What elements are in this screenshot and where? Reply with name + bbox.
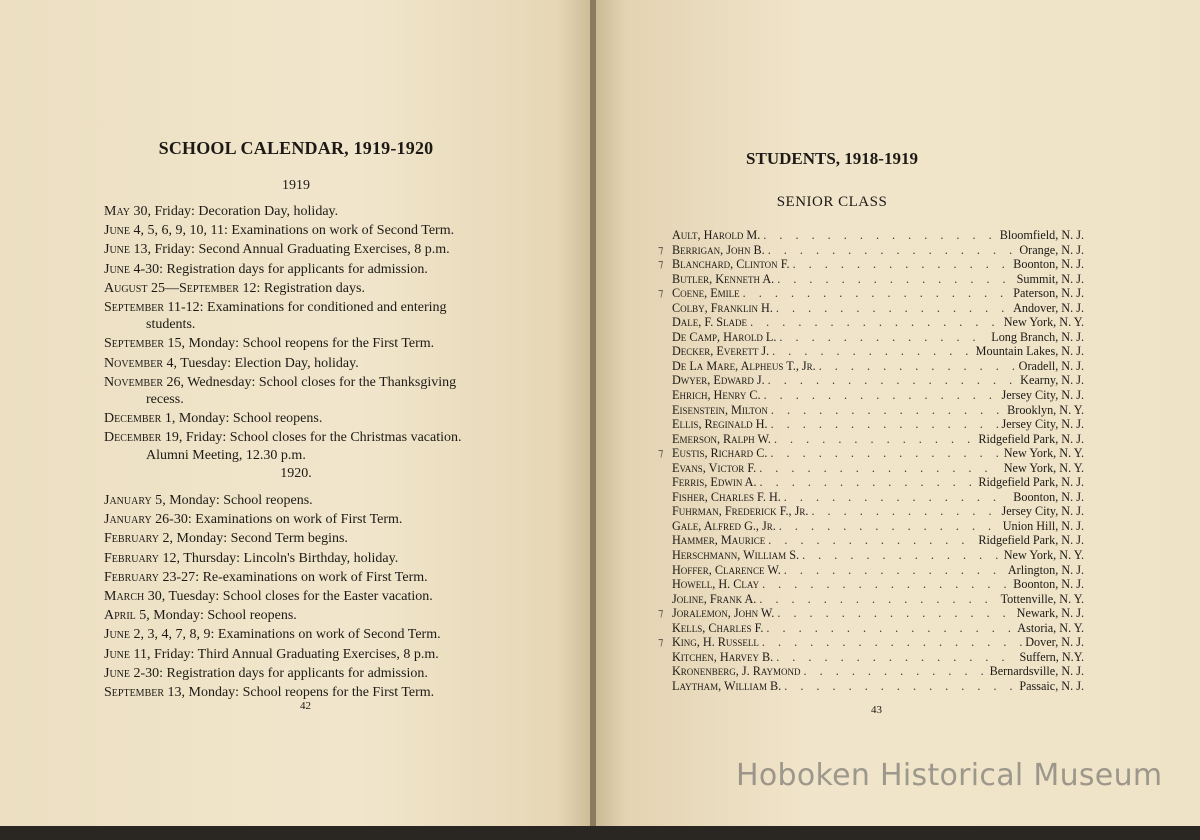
leader-dots bbox=[770, 446, 1000, 461]
calendar-entry bbox=[104, 511, 516, 528]
calendar-list-1919 bbox=[104, 203, 516, 466]
student-location: Union Hill, N. J. bbox=[1002, 518, 1084, 533]
student-row bbox=[672, 373, 1084, 388]
calendar-entry bbox=[104, 530, 516, 547]
student-name: Kitchen, Harvey B. bbox=[672, 649, 774, 664]
student-location: Summit, N. J. bbox=[1016, 271, 1084, 286]
calendar-text: , Thursday: Lincoln's Birthday, holiday. bbox=[176, 550, 399, 566]
pencil-check-mark: ⁊ bbox=[658, 607, 664, 620]
leader-dots bbox=[768, 243, 1017, 258]
leader-dots bbox=[762, 635, 1022, 650]
student-row bbox=[672, 417, 1084, 432]
calendar-entry bbox=[104, 280, 516, 297]
calendar-text: , Friday: Second Annual Graduating Exercises, 8 p.m. bbox=[147, 242, 450, 258]
leader-dots bbox=[764, 388, 999, 403]
student-location: New York, N. Y. bbox=[1003, 548, 1084, 563]
student-location: Boonton, N. J. bbox=[1013, 257, 1084, 272]
student-row bbox=[658, 635, 1084, 650]
leader-dots bbox=[768, 533, 975, 548]
student-name: Coene, Emile bbox=[672, 286, 740, 301]
calendar-text-continuation: students. bbox=[146, 317, 196, 333]
student-location: Andover, N. J. bbox=[1013, 300, 1084, 315]
bottom-edge bbox=[0, 826, 1200, 840]
calendar-date: May 30 bbox=[104, 204, 148, 219]
calendar-text: : Examinations on work of First Term. bbox=[187, 512, 403, 528]
calendar-entry bbox=[104, 355, 516, 372]
leader-dots bbox=[766, 621, 1014, 636]
student-location: Paterson, N. J. bbox=[1013, 286, 1084, 301]
student-location: Kearny, N. J. bbox=[1020, 373, 1084, 388]
student-location: Mountain Lakes, N. J. bbox=[975, 344, 1084, 359]
student-location: Arlington, N. J. bbox=[1007, 562, 1084, 577]
student-row bbox=[672, 359, 1084, 374]
student-row bbox=[672, 330, 1084, 345]
book-gutter bbox=[590, 0, 596, 826]
calendar-entry bbox=[104, 299, 516, 333]
student-location: Brooklyn, N. Y. bbox=[1007, 402, 1084, 417]
student-name: Decker, Everett J. bbox=[672, 344, 770, 359]
leader-dots bbox=[777, 272, 1013, 287]
calendar-entry bbox=[104, 335, 516, 352]
calendar-entry bbox=[104, 550, 516, 567]
calendar-entry bbox=[104, 241, 516, 258]
calendar-entry bbox=[104, 222, 516, 239]
calendar-date: January 5 bbox=[104, 493, 163, 508]
leader-dots bbox=[784, 679, 1016, 694]
calendar-text: : Registration days. bbox=[256, 280, 365, 296]
leader-dots bbox=[779, 519, 1000, 534]
leader-dots bbox=[763, 228, 996, 243]
leader-dots bbox=[776, 650, 1016, 665]
student-row bbox=[672, 344, 1084, 359]
calendar-text-continuation: Alumni Meeting, 12.30 p.m. bbox=[146, 447, 306, 463]
student-name: Blanchard, Clinton F. bbox=[672, 257, 790, 272]
student-location: Jersey City, N. J. bbox=[1001, 417, 1084, 432]
calendar-text: : Examinations on work of Second Term. bbox=[223, 223, 455, 239]
calendar-date: June 11 bbox=[104, 646, 147, 662]
student-location: Oradell, N. J. bbox=[1018, 358, 1084, 373]
student-location: Newark, N. J. bbox=[1016, 606, 1084, 621]
calendar-date: June 4-30 bbox=[104, 261, 160, 277]
student-location: New York, N. Y. bbox=[1003, 315, 1084, 330]
student-row bbox=[672, 519, 1084, 534]
calendar-title: SCHOOL CALENDAR, 1919-1920 bbox=[158, 138, 434, 158]
leader-dots bbox=[779, 330, 988, 345]
student-name: De Camp, Harold L. bbox=[672, 329, 777, 344]
calendar-date: September 15 bbox=[104, 336, 182, 352]
student-location: Orange, N. J. bbox=[1019, 242, 1084, 257]
student-name: Herschmann, William S. bbox=[672, 548, 800, 563]
student-name: Berrigan, John B. bbox=[672, 242, 765, 257]
student-location: Passaic, N. J. bbox=[1019, 678, 1084, 693]
calendar-text: , Wednesday: School closes for the Thanksgiving bbox=[180, 374, 457, 390]
student-row bbox=[658, 606, 1084, 621]
calendar-entry bbox=[104, 626, 516, 643]
pencil-check-mark: ⁊ bbox=[658, 636, 664, 649]
student-row bbox=[672, 563, 1084, 578]
student-location: Bloomfield, N. J. bbox=[999, 228, 1084, 242]
student-location: New York, N. Y. bbox=[1003, 446, 1084, 461]
calendar-date: September 13 bbox=[104, 685, 182, 701]
pencil-check-mark: ⁊ bbox=[658, 287, 664, 300]
calendar-date: December 1 bbox=[104, 411, 172, 427]
leader-dots bbox=[772, 344, 973, 359]
student-location: Long Branch, N. J. bbox=[991, 329, 1084, 344]
student-row bbox=[672, 621, 1084, 636]
student-location: Ridgefield Park, N. J. bbox=[978, 533, 1084, 548]
student-location: Tottenville, N. Y. bbox=[1000, 591, 1084, 606]
student-name: Hoffer, Clarence W. bbox=[672, 562, 781, 577]
student-row bbox=[672, 679, 1084, 694]
calendar-text: : Re-examinations on work of First Term. bbox=[195, 569, 428, 585]
student-row bbox=[672, 533, 1084, 548]
student-name: Eisenstein, Milton bbox=[672, 402, 768, 417]
calendar-text: , Friday: Third Annual Graduating Exercises, 8 p.m. bbox=[146, 646, 439, 662]
leader-dots bbox=[774, 432, 975, 447]
student-name: Kronenberg, J. Raymond bbox=[672, 664, 801, 679]
student-name: Eustis, Richard C. bbox=[672, 446, 768, 461]
calendar-text: : Registration days for applicants for admission. bbox=[159, 261, 428, 277]
calendar-entry bbox=[104, 569, 516, 586]
leader-dots bbox=[750, 315, 1001, 330]
student-location: Bernardsville, N. J. bbox=[989, 664, 1084, 679]
calendar-date: June 13 bbox=[104, 242, 148, 258]
museum-watermark: Hoboken Historical Museum bbox=[736, 758, 1163, 793]
calendar-text: , Monday: School reopens. bbox=[162, 493, 313, 508]
student-name: Joralemon, John W. bbox=[672, 606, 775, 621]
calendar-text: , Tuesday: School closes for the Easter vacation. bbox=[161, 589, 433, 605]
calendar-entry bbox=[104, 588, 516, 605]
student-name: Dwyer, Edward J. bbox=[672, 373, 765, 388]
leader-dots bbox=[759, 592, 997, 607]
student-name: Fisher, Charles F. H. bbox=[672, 489, 781, 504]
student-name: Emerson, Ralph W. bbox=[672, 431, 771, 446]
student-row bbox=[658, 257, 1084, 272]
student-row bbox=[658, 286, 1084, 301]
calendar-text: , Monday: School reopens. bbox=[171, 411, 323, 427]
calendar-text: , Monday: Second Term begins. bbox=[169, 531, 348, 547]
leader-dots bbox=[819, 359, 1016, 374]
calendar-entry bbox=[104, 684, 516, 701]
calendar-text: , Monday: School reopens. bbox=[146, 608, 297, 624]
student-name: Joline, Frank A. bbox=[672, 591, 757, 606]
student-row bbox=[672, 650, 1084, 665]
calendar-entry bbox=[104, 261, 516, 278]
calendar-date: January 26-30 bbox=[104, 512, 188, 528]
calendar-entry bbox=[104, 646, 516, 663]
calendar-text-continuation: recess. bbox=[146, 392, 184, 408]
calendar-text: , Monday: School reopens for the First Term. bbox=[181, 685, 435, 701]
leader-dots bbox=[771, 403, 1004, 418]
calendar-text: : Examinations on work of Second Term. bbox=[210, 627, 441, 643]
pencil-check-mark: ⁊ bbox=[658, 258, 664, 271]
page-number-right: 43 bbox=[871, 704, 882, 716]
student-row bbox=[672, 461, 1084, 476]
student-location: Suffern, N.Y. bbox=[1019, 649, 1084, 664]
student-row bbox=[672, 490, 1084, 505]
leader-dots bbox=[768, 373, 1017, 388]
leader-dots bbox=[777, 606, 1013, 621]
calendar-date: June 2, 3, 4, 7, 8, 9 bbox=[104, 627, 211, 643]
student-name: Laytham, William B. bbox=[672, 678, 782, 693]
calendar-entry bbox=[104, 665, 516, 682]
student-name: Fuhrman, Frederick F., Jr. bbox=[672, 504, 809, 519]
student-row bbox=[658, 446, 1084, 461]
student-name: Gale, Alfred G., Jr. bbox=[672, 518, 776, 533]
calendar-date: February 2 bbox=[104, 531, 170, 547]
student-location: Boonton, N. J. bbox=[1013, 489, 1084, 504]
calendar-date: February 23-27 bbox=[104, 569, 196, 585]
student-row bbox=[672, 272, 1084, 287]
student-name: Colby, Franklin H. bbox=[672, 300, 773, 315]
leader-dots bbox=[784, 563, 1005, 578]
student-name: Dale, F. Slade bbox=[672, 315, 748, 330]
calendar-entry bbox=[104, 374, 516, 408]
student-row bbox=[672, 592, 1084, 607]
calendar-text: : Registration days for applicants for admission. bbox=[159, 665, 428, 681]
calendar-year-1920: 1920. bbox=[280, 466, 312, 481]
student-location: Astoria, N. Y. bbox=[1017, 620, 1084, 635]
student-row bbox=[672, 228, 1084, 243]
calendar-date: August 25—September 12 bbox=[104, 280, 257, 296]
student-location: Jersey City, N. J. bbox=[1001, 388, 1084, 403]
calendar-date: December 19 bbox=[104, 430, 179, 446]
student-location: Dover, N. J. bbox=[1025, 635, 1084, 650]
calendar-text: , Friday: School closes for the Christmas vacation. bbox=[178, 430, 462, 446]
student-name: De La Mare, Alpheus T., Jr. bbox=[672, 358, 816, 373]
students-list bbox=[658, 228, 1084, 694]
student-row bbox=[672, 504, 1084, 519]
student-row bbox=[672, 388, 1084, 403]
student-row bbox=[672, 548, 1084, 563]
calendar-text: : Examinations for conditioned and entering bbox=[199, 300, 447, 316]
calendar-text: , Tuesday: Election Day, holiday. bbox=[173, 355, 359, 371]
student-row bbox=[672, 315, 1084, 330]
calendar-text: , Monday: School reopens for the First Term. bbox=[181, 336, 435, 352]
student-name: Evans, Victor F. bbox=[672, 460, 757, 475]
student-name: King, H. Russell bbox=[672, 635, 759, 650]
student-location: New York, N. Y. bbox=[1003, 460, 1084, 475]
calendar-entry bbox=[104, 429, 516, 463]
student-name: Kells, Charles F. bbox=[672, 620, 764, 635]
student-location: Ridgefield Park, N. J. bbox=[978, 475, 1084, 490]
student-name: Ault, Harold M. bbox=[672, 228, 761, 242]
leader-dots bbox=[771, 417, 999, 432]
calendar-date: November 4 bbox=[104, 355, 174, 371]
leader-dots bbox=[811, 504, 998, 519]
calendar-date: June 2-30 bbox=[104, 665, 160, 681]
leader-dots bbox=[804, 664, 987, 679]
student-row bbox=[672, 664, 1084, 679]
calendar-date: February 12 bbox=[104, 550, 177, 566]
pencil-check-mark: ⁊ bbox=[658, 447, 664, 460]
pencil-check-mark: ⁊ bbox=[658, 243, 664, 256]
leader-dots bbox=[793, 257, 1011, 272]
leader-dots bbox=[760, 475, 976, 490]
leader-dots bbox=[802, 548, 1001, 563]
student-name: Ellis, Reginald H. bbox=[672, 417, 768, 432]
leader-dots bbox=[784, 490, 1010, 505]
leader-dots bbox=[743, 286, 1011, 301]
calendar-date: September 11-12 bbox=[104, 300, 200, 316]
leader-dots bbox=[776, 301, 1010, 316]
calendar-date: November 26 bbox=[104, 374, 181, 390]
page-number-left: 42 bbox=[300, 700, 311, 712]
senior-class-heading: SENIOR CLASS bbox=[776, 194, 888, 210]
student-location: Jersey City, N. J. bbox=[1001, 504, 1084, 519]
student-location: Boonton, N. J. bbox=[1013, 577, 1084, 592]
calendar-entry bbox=[104, 410, 516, 427]
students-title: STUDENTS, 1918-1919 bbox=[746, 149, 918, 168]
student-row bbox=[672, 577, 1084, 592]
calendar-date: March 30 bbox=[104, 589, 162, 605]
calendar-year-1919: 1919 bbox=[282, 178, 310, 193]
student-row bbox=[672, 432, 1084, 447]
calendar-date: April 5 bbox=[104, 608, 147, 624]
student-name: Howell, H. Clay bbox=[672, 577, 760, 592]
student-name: Ferris, Edwin A. bbox=[672, 475, 757, 490]
student-name: Ehrich, Henry C. bbox=[672, 388, 761, 403]
student-row bbox=[658, 242, 1084, 258]
calendar-list-1920 bbox=[104, 492, 516, 703]
student-name: Butler, Kenneth A. bbox=[672, 271, 775, 286]
student-location: Ridgefield Park, N. J. bbox=[978, 431, 1084, 446]
student-name: Hammer, Maurice bbox=[672, 533, 766, 548]
student-row bbox=[672, 301, 1084, 316]
calendar-date: June 4, 5, 6, 9, 10, 11 bbox=[104, 223, 224, 239]
leader-dots bbox=[762, 577, 1010, 592]
student-row bbox=[672, 475, 1084, 490]
calendar-entry bbox=[104, 492, 516, 509]
calendar-text: , Friday: Decoration Day, holiday. bbox=[147, 204, 339, 219]
student-row bbox=[672, 403, 1084, 418]
leader-dots bbox=[759, 461, 1001, 476]
calendar-entry bbox=[104, 607, 516, 624]
calendar-entry bbox=[104, 203, 516, 220]
